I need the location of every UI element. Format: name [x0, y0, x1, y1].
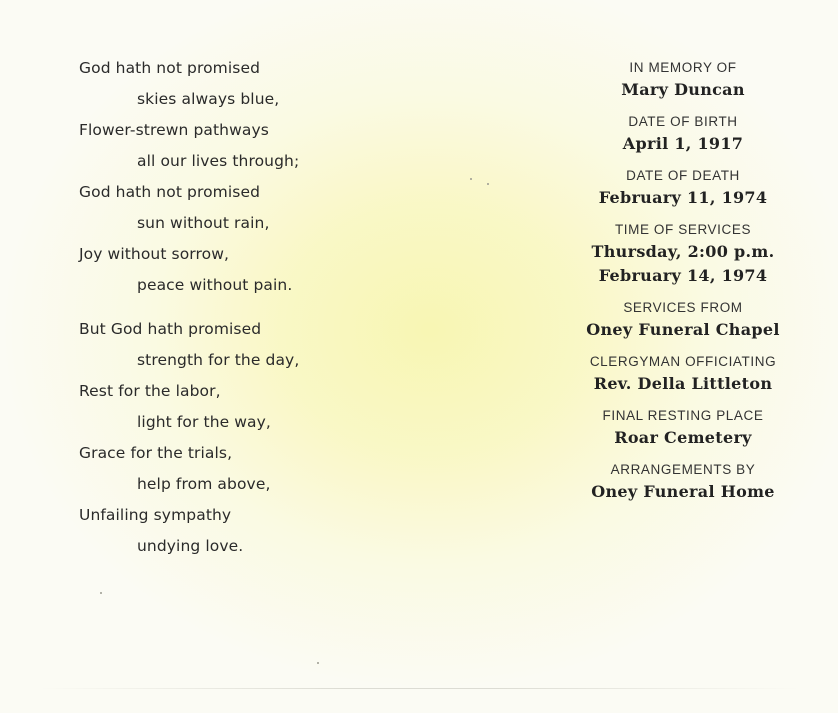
entry-value: Oney Funeral Home	[591, 482, 775, 501]
paper-speck	[487, 183, 489, 185]
entry-value: April 1, 1917	[622, 134, 744, 153]
entry-value: February 11, 1974	[598, 188, 768, 207]
poem-line: skies always blue,	[137, 90, 280, 108]
memorial-entry	[533, 166, 833, 210]
poem	[79, 53, 399, 562]
poem-line: Joy without sorrow,	[79, 245, 230, 263]
entry-value: Thursday, 2:00 p.m.	[591, 242, 775, 261]
poem-line: Unfailing sympathy	[79, 506, 232, 524]
poem-line: light for the way,	[137, 413, 271, 431]
fold-line	[40, 688, 800, 689]
memorial-entry	[533, 298, 833, 342]
memorial-entry	[533, 112, 833, 156]
entry-label: CLERGYMAN OFFICIATING	[589, 354, 777, 369]
entry-label: ARRANGEMENTS BY	[610, 462, 756, 477]
memorial-entry	[533, 460, 833, 504]
entry-label: SERVICES FROM	[623, 300, 743, 315]
memorial-details	[533, 58, 833, 514]
poem-line: sun without rain,	[137, 214, 270, 232]
poem-line: God hath not promised	[79, 183, 261, 201]
poem-line: strength for the day,	[137, 351, 300, 369]
entry-label: DATE OF BIRTH	[628, 114, 738, 129]
poem-line: peace without pain.	[137, 276, 293, 294]
memorial-entry	[533, 220, 833, 288]
entry-label: IN MEMORY OF	[629, 60, 737, 75]
entry-value: Roar Cemetery	[614, 428, 752, 447]
poem-line: help from above,	[137, 475, 271, 493]
poem-line: But God hath promised	[79, 320, 262, 338]
poem-line: God hath not promised	[79, 59, 261, 77]
entry-value: February 14, 1974	[598, 266, 768, 285]
entry-value: Mary Duncan	[621, 80, 745, 99]
paper-speck	[470, 178, 472, 180]
paper-speck	[317, 662, 319, 664]
poem-line: all our lives through;	[137, 152, 300, 170]
entry-value: Rev. Della Littleton	[593, 374, 773, 393]
memorial-entry	[533, 406, 833, 450]
poem-stanza	[79, 314, 399, 562]
poem-line: undying love.	[137, 537, 244, 555]
memorial-entry	[533, 352, 833, 396]
poem-stanza	[79, 53, 399, 301]
entry-value: Oney Funeral Chapel	[586, 320, 780, 339]
stanza-gap	[79, 301, 399, 314]
entry-label: DATE OF DEATH	[626, 168, 740, 183]
poem-line: Flower-strewn pathways	[79, 121, 269, 139]
poem-line: Grace for the trials,	[79, 444, 233, 462]
memorial-entry	[533, 58, 833, 102]
poem-line: Rest for the labor,	[79, 382, 221, 400]
entry-label: FINAL RESTING PLACE	[602, 408, 764, 423]
entry-label: TIME OF SERVICES	[614, 222, 752, 237]
paper-speck	[100, 592, 102, 594]
